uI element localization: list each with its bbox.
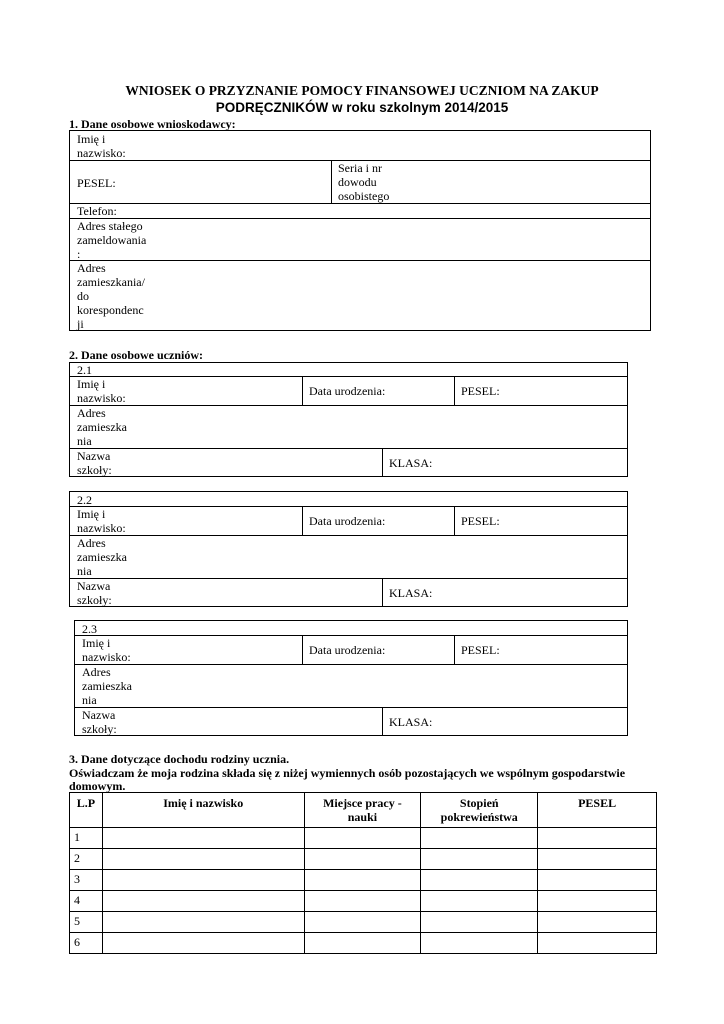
section3-declaration-line1: Oświadczam że moja rodzina składa się z niżej wymiennych osób pozostających we wspólnym gospodarstwie [69, 766, 626, 780]
student-address-label: Adres zamieszka nia [77, 406, 127, 448]
pesel-cell[interactable] [538, 933, 657, 954]
work-cell[interactable] [304, 912, 421, 933]
column-header-work: Miejsce pracy - nauki [304, 793, 421, 828]
student-school-label: Nazwa szkoły: [77, 579, 112, 607]
student-address-label: Adres zamieszka nia [77, 536, 127, 578]
household-members-table [69, 792, 657, 954]
column-header-name: Imię i nazwisko [102, 793, 304, 828]
section1-heading: 1. Dane osobowe wnioskodawcy: [69, 117, 236, 131]
relation-cell[interactable] [421, 933, 538, 954]
relation-cell[interactable] [421, 870, 538, 891]
table-row [70, 933, 657, 954]
row-number: 2 [70, 849, 103, 870]
student-school-label: Nazwa szkoły: [82, 708, 117, 736]
student-pesel-label: PESEL: [461, 514, 500, 528]
row-number: 1 [70, 828, 103, 849]
relation-cell[interactable] [421, 891, 538, 912]
name-cell[interactable] [102, 828, 304, 849]
applicant-id-label: Seria i nr dowodu osobistego [338, 161, 390, 203]
table-row [70, 891, 657, 912]
student-class-label: KLASA: [389, 586, 433, 600]
form-title-line2: PODRĘCZNIKÓW w roku szkolnym 2014/2015 [215, 100, 509, 115]
student-number: 2.1 [77, 363, 92, 377]
row-number: 6 [70, 933, 103, 954]
form-title [0, 82, 724, 116]
name-cell[interactable] [102, 891, 304, 912]
name-cell[interactable] [102, 849, 304, 870]
applicant-address-label: Adres stałego zameldowania : [77, 219, 147, 261]
column-header-relation: Stopień pokrewieństwa [421, 793, 538, 828]
row-number: 4 [70, 891, 103, 912]
student-pesel-label: PESEL: [461, 384, 500, 398]
pesel-cell[interactable] [538, 870, 657, 891]
student-birth-label: Data urodzenia: [309, 384, 386, 398]
work-cell[interactable] [304, 870, 421, 891]
applicant-phone-label: Telefon: [77, 204, 117, 218]
student-birth-label: Data urodzenia: [309, 514, 386, 528]
student-name-label: Imię i nazwisko: [82, 636, 131, 664]
student-name-label: Imię i nazwisko: [77, 377, 126, 405]
pesel-cell[interactable] [538, 891, 657, 912]
name-cell[interactable] [102, 912, 304, 933]
student-number: 2.2 [77, 493, 92, 507]
section2-heading: 2. Dane osobowe uczniów: [69, 348, 203, 362]
table-row [70, 912, 657, 933]
form-title-line1: WNIOSEK O PRZYZNANIE POMOCY FINANSOWEJ UCZNIOM NA ZAKUP [125, 83, 599, 98]
pesel-cell[interactable] [538, 849, 657, 870]
table-row [70, 870, 657, 891]
relation-cell[interactable] [421, 849, 538, 870]
pesel-cell[interactable] [538, 912, 657, 933]
table-row [70, 849, 657, 870]
relation-cell[interactable] [421, 912, 538, 933]
work-cell[interactable] [304, 933, 421, 954]
student-name-label: Imię i nazwisko: [77, 507, 126, 535]
work-cell[interactable] [304, 828, 421, 849]
student-class-label: KLASA: [389, 456, 433, 470]
applicant-name-label: Imię i nazwisko: [77, 132, 126, 160]
student-birth-label: Data urodzenia: [309, 643, 386, 657]
work-cell[interactable] [304, 849, 421, 870]
table-row [70, 828, 657, 849]
name-cell[interactable] [102, 933, 304, 954]
pesel-cell[interactable] [538, 828, 657, 849]
column-header-lp: L.P [70, 793, 103, 828]
applicant-correspondence-label: Adres zamieszkania/ do korespondenc ji [77, 261, 145, 331]
section3-declaration-line2: domowym. [69, 779, 126, 793]
relation-cell[interactable] [421, 828, 538, 849]
student-pesel-label: PESEL: [461, 643, 500, 657]
column-header-pesel: PESEL [538, 793, 657, 828]
work-cell[interactable] [304, 891, 421, 912]
student-box-2-3 [74, 620, 628, 736]
row-number: 5 [70, 912, 103, 933]
student-school-label: Nazwa szkoły: [77, 449, 112, 477]
student-box-2-2 [69, 491, 628, 607]
student-address-label: Adres zamieszka nia [82, 665, 132, 707]
name-cell[interactable] [102, 870, 304, 891]
applicant-pesel-label: PESEL: [77, 176, 116, 190]
row-number: 3 [70, 870, 103, 891]
student-class-label: KLASA: [389, 715, 433, 729]
student-number: 2.3 [82, 622, 97, 636]
applicant-data-box [69, 130, 651, 331]
table-header-row [70, 793, 657, 828]
student-box-2-1 [69, 362, 628, 477]
section3-heading: 3. Dane dotyczące dochodu rodziny ucznia. [69, 752, 290, 766]
